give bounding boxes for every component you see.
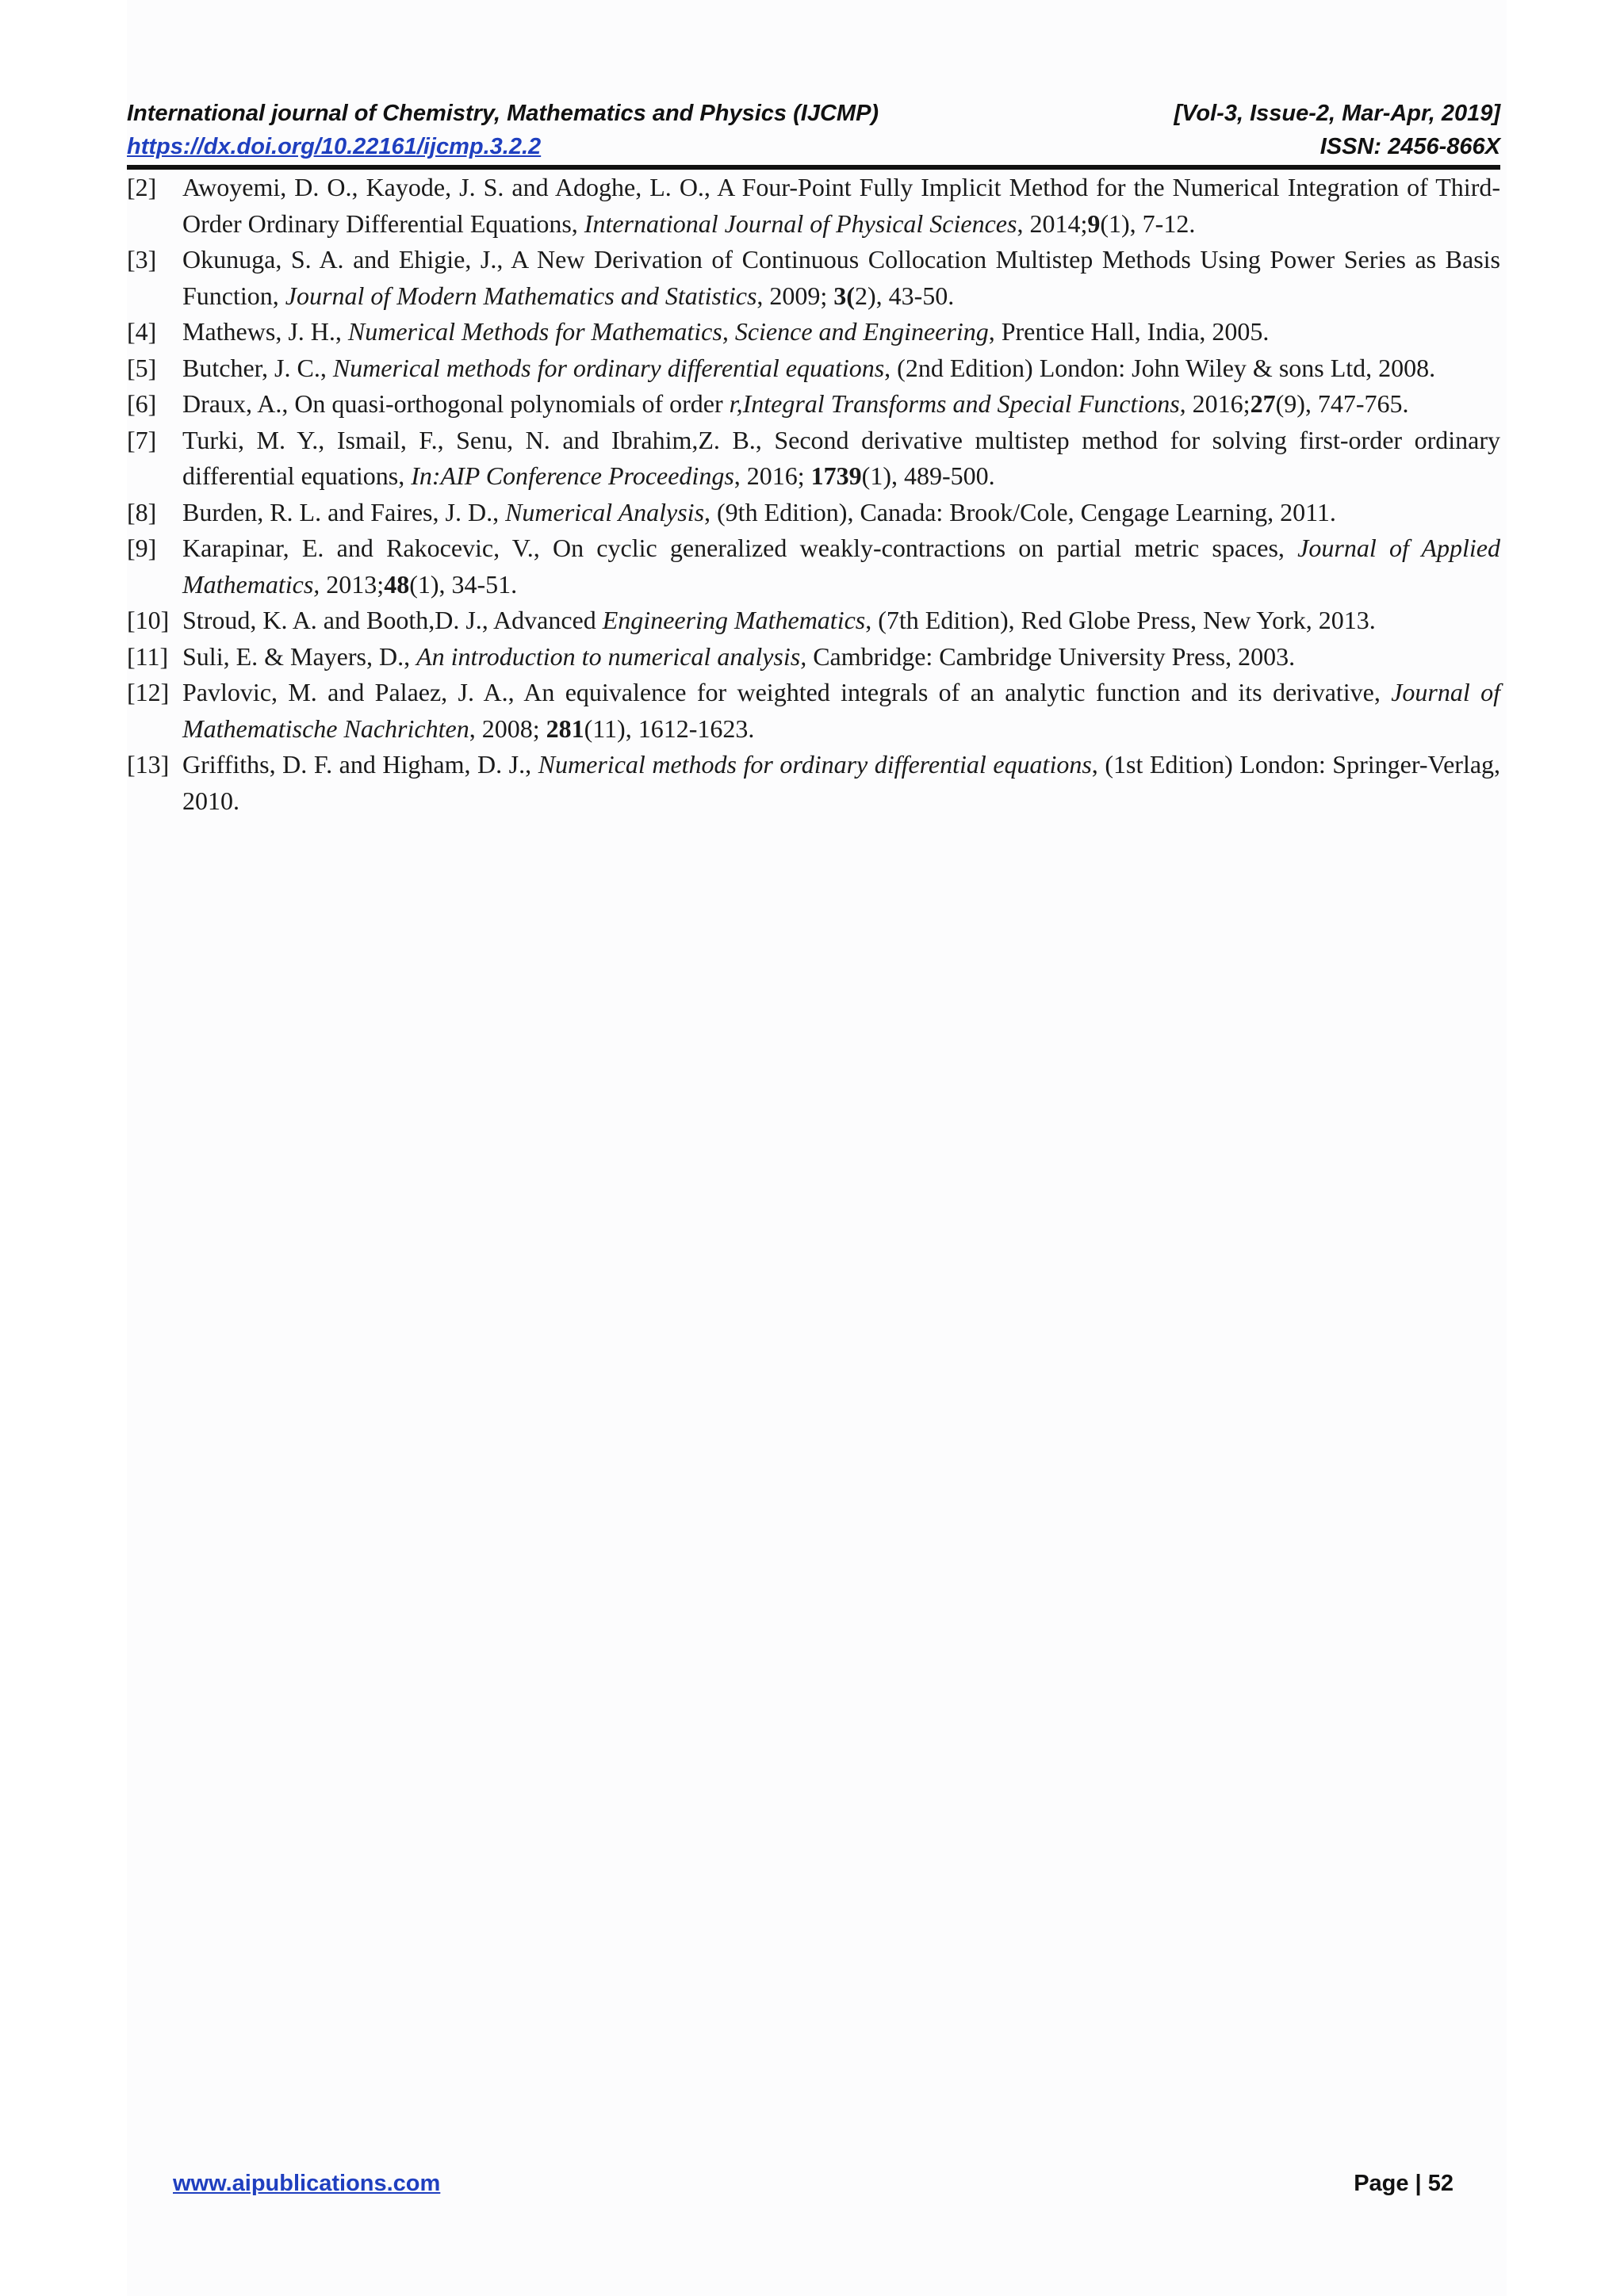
reference-pre: Stroud, K. A. and Booth,D. J., Advanced	[182, 606, 596, 634]
reference-ital: Engineering Mathematics	[602, 606, 866, 634]
reference-number: [4]	[127, 317, 157, 346]
reference-text	[182, 530, 1500, 603]
reference-number: [9]	[127, 534, 157, 562]
reference-mid: Cambridge: Cambridge University Press, 2003.	[806, 641, 1296, 671]
reference-number: [5]	[127, 353, 157, 382]
page-footer	[173, 2171, 1454, 2197]
reference-number: [3]	[127, 245, 157, 274]
issn: ISSN: 2456-866X	[1320, 134, 1500, 159]
reference-post: (1), 7-12.	[1100, 209, 1196, 238]
reference-item	[127, 314, 1500, 350]
reference-mid: 2013;	[320, 569, 385, 599]
reference-ital: In:AIP Conference Proceedings	[411, 461, 734, 490]
reference-pre: Karapinar, E. and Rakocevic, V., On cyclic generalized weakly-contractions on partial metric spaces,	[182, 534, 1285, 562]
reference-number: [7]	[127, 425, 157, 454]
reference-post: (11), 1612-1623.	[584, 714, 755, 743]
reference-text	[182, 314, 1500, 350]
volume-info: [Vol-3, Issue-2, Mar-Apr, 2019]	[1174, 101, 1500, 126]
reference-text	[182, 603, 1500, 639]
reference-mid: , (1st Edition) London: Springer-Verlag, 2010.	[182, 750, 1501, 815]
reference-number: [11]	[127, 641, 169, 671]
reference-pre: Mathews, J. H.,	[182, 317, 342, 346]
page-number: Page | 52	[1354, 2171, 1454, 2196]
reference-text	[182, 423, 1500, 495]
reference-bold: 1739	[810, 461, 862, 490]
reference-pre: Burden, R. L. and Faires, J. D.,	[182, 497, 500, 526]
reference-pre: Okunuga, S. A. and Ehigie, J., A New Derivation of Continuous Collocation Multistep Methods Using Power Series as Basis Function,	[182, 245, 1500, 310]
reference-item	[127, 675, 1500, 747]
reference-number: [13]	[127, 750, 170, 779]
reference-item	[127, 170, 1500, 242]
reference-bold: 9	[1087, 209, 1101, 238]
reference-pre: Awoyemi, D. O., Kayode, J. S. and Adoghe, L. O., A Four-Point Fully Implicit Method for the Numerical Integration of Third-Order Ordinary Differential Equations,	[182, 173, 1500, 238]
reference-mid: , Prentice Hall, India, 2005.	[988, 317, 1270, 346]
reference-item	[127, 603, 1500, 639]
reference-mid: , 2009;	[756, 281, 834, 310]
reference-ital: Numerical Analysis	[505, 497, 705, 526]
reference-ital: Numerical methods for ordinary differential equations	[538, 750, 1092, 779]
reference-text	[182, 675, 1500, 747]
reference-text	[182, 242, 1500, 314]
reference-text	[182, 747, 1500, 819]
reference-text	[182, 170, 1500, 242]
reference-number: [6]	[127, 389, 157, 418]
reference-mid: , 2016;	[733, 461, 811, 490]
reference-text	[182, 639, 1500, 675]
reference-bold: 3(	[833, 281, 855, 310]
reference-text	[182, 495, 1500, 531]
reference-pre: Pavlovic, M. and Palaez, J. A., An equivalence for weighted integrals of an analytic function and its derivative,	[182, 678, 1381, 706]
reference-item	[127, 530, 1500, 603]
reference-number: [10]	[127, 606, 170, 634]
reference-ital: International Journal of Physical Sciences	[584, 209, 1017, 238]
reference-item	[127, 423, 1500, 495]
reference-mid: , (7th Edition), Red Globe Press, New York, 2013.	[865, 606, 1376, 634]
reference-mid: 2016;	[1185, 389, 1251, 418]
reference-item	[127, 495, 1500, 531]
reference-ital: Journal of Applied Mathematics,	[182, 534, 1501, 599]
reference-ital: An introduction to numerical analysis,	[416, 641, 807, 671]
reference-text	[182, 350, 1500, 387]
reference-pre: Suli, E. & Mayers, D.,	[182, 641, 411, 671]
reference-bold: 48	[384, 569, 410, 599]
reference-item	[127, 350, 1500, 387]
reference-item	[127, 386, 1500, 423]
reference-number: [12]	[127, 678, 170, 706]
reference-bold: 281	[546, 714, 584, 743]
reference-mid: , 2014;	[1017, 209, 1088, 238]
reference-ital: r,Integral Transforms and Special Functions,	[729, 389, 1186, 418]
reference-pre: Turki, M. Y., Ismail, F., Senu, N. and Ibrahim,Z. B., Second derivative multistep method for solving first-order ordinary differential equations,	[182, 425, 1500, 490]
reference-ital: Journal of Mathematische Nachrichten	[182, 678, 1500, 743]
reference-ital: Journal of Modern Mathematics and Statistics	[285, 281, 757, 310]
reference-mid: , (9th Edition), Canada: Brook/Cole, Cengage Learning, 2011.	[704, 497, 1336, 526]
reference-text	[182, 386, 1500, 423]
reference-pre: Draux, A., On quasi-orthogonal polynomials of order	[182, 389, 723, 418]
reference-mid: , (2nd Edition) London: John Wiley & sons Ltd, 2008.	[884, 353, 1436, 382]
reference-item	[127, 747, 1500, 819]
reference-mid: , 2008;	[469, 714, 546, 743]
reference-list	[127, 170, 1500, 819]
reference-item	[127, 639, 1500, 675]
reference-number: [8]	[127, 497, 157, 526]
reference-item	[127, 242, 1500, 314]
website-link[interactable]: www.aipublications.com	[173, 2171, 441, 2196]
reference-post: (1), 34-51.	[409, 569, 518, 599]
reference-post: 2), 43-50.	[854, 281, 955, 310]
reference-pre: Griffiths, D. F. and Higham, D. J.,	[182, 750, 532, 779]
reference-pre: Butcher, J. C.,	[182, 353, 327, 382]
reference-ital: Numerical Methods for Mathematics, Science and Engineering	[347, 317, 989, 346]
doi-link[interactable]: https://dx.doi.org/10.22161/ijcmp.3.2.2	[127, 134, 542, 159]
reference-post: (1), 489-500.	[861, 461, 995, 490]
reference-bold: 27	[1250, 389, 1276, 418]
running-header	[127, 97, 1500, 163]
reference-post: (9), 747-765.	[1275, 389, 1409, 418]
journal-title: International journal of Chemistry, Mathematics and Physics (IJCMP)	[127, 101, 879, 126]
reference-number: [2]	[127, 173, 157, 201]
reference-ital: Numerical methods for ordinary differential equations	[332, 353, 885, 382]
